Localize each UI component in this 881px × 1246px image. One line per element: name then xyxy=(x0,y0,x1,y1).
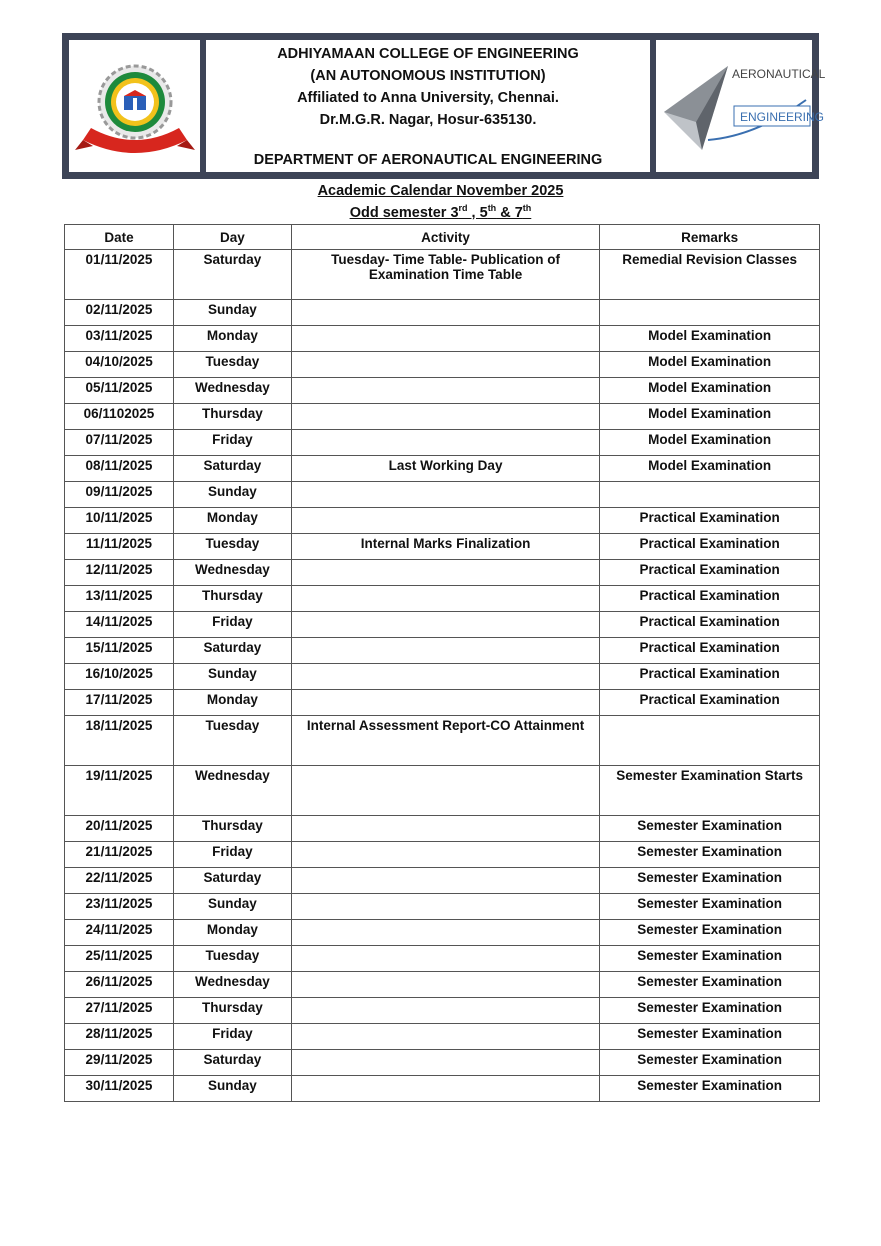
date-cell: 13/11/2025 xyxy=(65,586,174,612)
day-cell: Sunday xyxy=(173,664,291,690)
table-row xyxy=(65,816,820,842)
activity-cell xyxy=(291,816,599,842)
activity-cell xyxy=(291,894,599,920)
activity-cell xyxy=(291,430,599,456)
day-cell: Thursday xyxy=(173,586,291,612)
calendar-title-block xyxy=(0,183,881,222)
date-cell: 17/11/2025 xyxy=(65,690,174,716)
table-row xyxy=(65,638,820,664)
table-row xyxy=(65,378,820,404)
remarks-cell: Model Examination xyxy=(600,430,820,456)
table-header-row xyxy=(65,225,820,250)
table-row xyxy=(65,508,820,534)
table-row xyxy=(65,456,820,482)
date-cell: 15/11/2025 xyxy=(65,638,174,664)
day-cell: Tuesday xyxy=(173,946,291,972)
table-row xyxy=(65,1024,820,1050)
day-cell: Thursday xyxy=(173,998,291,1024)
date-cell: 18/11/2025 xyxy=(65,716,174,766)
activity-cell xyxy=(291,482,599,508)
table-row xyxy=(65,612,820,638)
day-cell: Monday xyxy=(173,326,291,352)
college-logo xyxy=(69,40,200,172)
sup-th-1: th xyxy=(487,203,497,213)
day-cell: Friday xyxy=(173,612,291,638)
activity-cell xyxy=(291,972,599,998)
activity-cell xyxy=(291,766,599,816)
remarks-cell: Semester Examination xyxy=(600,868,820,894)
day-cell: Thursday xyxy=(173,816,291,842)
table-row xyxy=(65,430,820,456)
day-cell: Saturday xyxy=(173,250,291,300)
remarks-cell: Semester Examination xyxy=(600,972,820,998)
table-row xyxy=(65,534,820,560)
activity-cell xyxy=(291,404,599,430)
college-emblem-icon xyxy=(69,40,200,172)
date-cell: 16/10/2025 xyxy=(65,664,174,690)
activity-cell xyxy=(291,690,599,716)
table-row xyxy=(65,920,820,946)
remarks-cell: Practical Examination xyxy=(600,508,820,534)
date-cell: 25/11/2025 xyxy=(65,946,174,972)
remarks-cell: Semester Examination xyxy=(600,1076,820,1102)
autonomous-status: (AN AUTONOMOUS INSTITUTION) xyxy=(310,68,546,84)
day-cell: Tuesday xyxy=(173,716,291,766)
date-cell: 05/11/2025 xyxy=(65,378,174,404)
date-cell: 06/1102025 xyxy=(65,404,174,430)
day-cell: Sunday xyxy=(173,482,291,508)
day-cell: Tuesday xyxy=(173,352,291,378)
table-row xyxy=(65,300,820,326)
day-cell: Monday xyxy=(173,690,291,716)
remarks-cell: Practical Examination xyxy=(600,560,820,586)
engineering-logo-text: ENGINEERING xyxy=(740,110,825,124)
date-cell: 22/11/2025 xyxy=(65,868,174,894)
activity-cell xyxy=(291,1050,599,1076)
remarks-cell: Semester Examination xyxy=(600,1050,820,1076)
calendar-title: Academic Calendar November 2025 xyxy=(317,183,564,199)
table-row xyxy=(65,998,820,1024)
date-cell: 03/11/2025 xyxy=(65,326,174,352)
sup-rd: rd xyxy=(458,203,468,213)
date-cell: 20/11/2025 xyxy=(65,816,174,842)
date-cell: 12/11/2025 xyxy=(65,560,174,586)
header-remarks: Remarks xyxy=(600,225,820,250)
date-cell: 11/11/2025 xyxy=(65,534,174,560)
activity-cell xyxy=(291,638,599,664)
aero-logo-text: AERONAUTICAL xyxy=(732,67,826,81)
table-row xyxy=(65,352,820,378)
day-cell: Wednesday xyxy=(173,972,291,998)
remarks-cell xyxy=(600,482,820,508)
day-cell: Saturday xyxy=(173,868,291,894)
remarks-cell xyxy=(600,300,820,326)
table-row xyxy=(65,1076,820,1102)
department-name: DEPARTMENT OF AERONAUTICAL ENGINEERING xyxy=(253,152,603,168)
day-cell: Thursday xyxy=(173,404,291,430)
table-row xyxy=(65,664,820,690)
table-row xyxy=(65,690,820,716)
table-row xyxy=(65,868,820,894)
activity-cell xyxy=(291,300,599,326)
remarks-cell: Practical Examination xyxy=(600,690,820,716)
day-cell: Saturday xyxy=(173,638,291,664)
date-cell: 08/11/2025 xyxy=(65,456,174,482)
college-info xyxy=(206,40,650,172)
activity-cell xyxy=(291,946,599,972)
day-cell: Monday xyxy=(173,508,291,534)
date-cell: 19/11/2025 xyxy=(65,766,174,816)
date-cell: 09/11/2025 xyxy=(65,482,174,508)
semester-prefix: Odd semester 3 xyxy=(349,204,459,221)
affiliation: Affiliated to Anna University, Chennai. xyxy=(297,90,559,106)
activity-cell xyxy=(291,508,599,534)
remarks-cell: Semester Examination xyxy=(600,998,820,1024)
day-cell: Wednesday xyxy=(173,378,291,404)
activity-cell xyxy=(291,1024,599,1050)
remarks-cell: Semester Examination xyxy=(600,842,820,868)
table-row xyxy=(65,716,820,766)
activity-cell: Last Working Day xyxy=(291,456,599,482)
college-name: ADHIYAMAAN COLLEGE OF ENGINEERING xyxy=(277,46,579,62)
day-cell: Sunday xyxy=(173,1076,291,1102)
address: Dr.M.G.R. Nagar, Hosur-635130. xyxy=(319,112,537,128)
day-cell: Sunday xyxy=(173,300,291,326)
date-cell: 24/11/2025 xyxy=(65,920,174,946)
table-row xyxy=(65,972,820,998)
activity-cell xyxy=(291,664,599,690)
remarks-cell: Remedial Revision Classes xyxy=(600,250,820,300)
date-cell: 26/11/2025 xyxy=(65,972,174,998)
semester-line xyxy=(350,205,532,221)
sup-th-2: th xyxy=(522,203,532,213)
remarks-cell: Model Examination xyxy=(600,326,820,352)
day-cell: Saturday xyxy=(173,1050,291,1076)
remarks-cell: Semester Examination xyxy=(600,1024,820,1050)
date-cell: 29/11/2025 xyxy=(65,1050,174,1076)
day-cell: Friday xyxy=(173,430,291,456)
header-activity: Activity xyxy=(291,225,599,250)
remarks-cell: Semester Examination xyxy=(600,816,820,842)
remarks-cell: Practical Examination xyxy=(600,664,820,690)
activity-cell xyxy=(291,326,599,352)
date-cell: 30/11/2025 xyxy=(65,1076,174,1102)
activity-cell xyxy=(291,378,599,404)
table-row xyxy=(65,560,820,586)
table-row xyxy=(65,586,820,612)
day-cell: Friday xyxy=(173,842,291,868)
activity-cell xyxy=(291,586,599,612)
semester-mid1: , 5 xyxy=(467,204,488,221)
table-row xyxy=(65,250,820,300)
date-cell: 27/11/2025 xyxy=(65,998,174,1024)
activity-cell xyxy=(291,560,599,586)
remarks-cell: Model Examination xyxy=(600,456,820,482)
day-cell: Saturday xyxy=(173,456,291,482)
remarks-cell: Practical Examination xyxy=(600,612,820,638)
header-day: Day xyxy=(173,225,291,250)
remarks-cell: Practical Examination xyxy=(600,586,820,612)
activity-cell xyxy=(291,868,599,894)
activity-cell xyxy=(291,612,599,638)
date-cell: 04/10/2025 xyxy=(65,352,174,378)
table-row xyxy=(65,326,820,352)
calendar-body xyxy=(65,250,820,1102)
activity-cell xyxy=(291,842,599,868)
day-cell: Sunday xyxy=(173,894,291,920)
day-cell: Tuesday xyxy=(173,534,291,560)
date-cell: 02/11/2025 xyxy=(65,300,174,326)
day-cell: Friday xyxy=(173,1024,291,1050)
remarks-cell: Practical Examination xyxy=(600,638,820,664)
date-cell: 10/11/2025 xyxy=(65,508,174,534)
activity-cell: Tuesday- Time Table- Publication of Examination Time Table xyxy=(291,250,599,300)
remarks-cell: Model Examination xyxy=(600,352,820,378)
day-cell: Monday xyxy=(173,920,291,946)
remarks-cell: Semester Examination Starts xyxy=(600,766,820,816)
table-row xyxy=(65,894,820,920)
table-row xyxy=(65,842,820,868)
table-row xyxy=(65,946,820,972)
paper-plane-logo-icon xyxy=(656,40,826,172)
department-logo xyxy=(656,40,826,172)
activity-cell xyxy=(291,998,599,1024)
activity-cell xyxy=(291,1076,599,1102)
table-row xyxy=(65,766,820,816)
activity-cell xyxy=(291,920,599,946)
remarks-cell xyxy=(600,716,820,766)
calendar-table xyxy=(64,224,820,1102)
semester-mid2: & 7 xyxy=(496,204,523,221)
remarks-cell: Practical Examination xyxy=(600,534,820,560)
remarks-cell: Semester Examination xyxy=(600,920,820,946)
date-cell: 14/11/2025 xyxy=(65,612,174,638)
remarks-cell: Semester Examination xyxy=(600,946,820,972)
table-row xyxy=(65,404,820,430)
activity-cell xyxy=(291,352,599,378)
header-date: Date xyxy=(65,225,174,250)
remarks-cell: Semester Examination xyxy=(600,894,820,920)
remarks-cell: Model Examination xyxy=(600,378,820,404)
header-frame xyxy=(62,33,826,179)
date-cell: 01/11/2025 xyxy=(65,250,174,300)
date-cell: 28/11/2025 xyxy=(65,1024,174,1050)
table-row xyxy=(65,482,820,508)
date-cell: 21/11/2025 xyxy=(65,842,174,868)
day-cell: Wednesday xyxy=(173,560,291,586)
day-cell: Wednesday xyxy=(173,766,291,816)
date-cell: 07/11/2025 xyxy=(65,430,174,456)
activity-cell: Internal Marks Finalization xyxy=(291,534,599,560)
date-cell: 23/11/2025 xyxy=(65,894,174,920)
table-row xyxy=(65,1050,820,1076)
activity-cell: Internal Assessment Report-CO Attainment xyxy=(291,716,599,766)
remarks-cell: Model Examination xyxy=(600,404,820,430)
